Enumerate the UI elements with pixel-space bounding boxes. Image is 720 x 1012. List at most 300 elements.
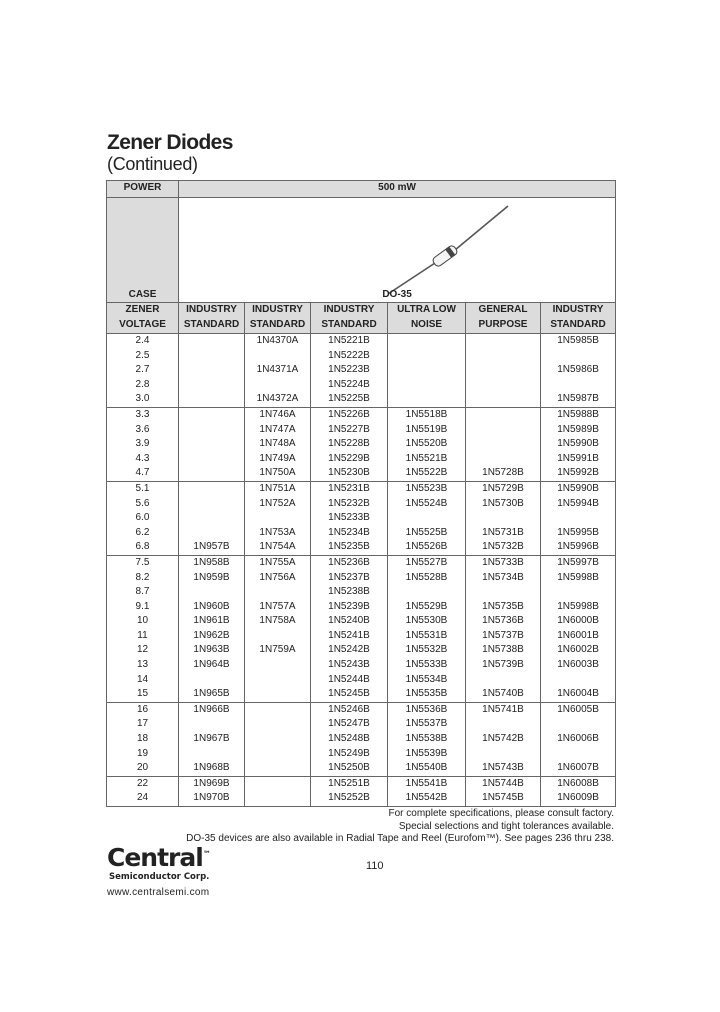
part-number (245, 511, 310, 526)
zener-voltage: 6.0 (135, 512, 150, 524)
table-cell-c5 (466, 776, 541, 806)
part-number: 1N5995B (557, 526, 599, 538)
part-number: 1N5987B (557, 393, 599, 405)
zener-voltage: 18 (136, 733, 149, 745)
part-number: 1N957B (193, 541, 230, 553)
part-number: 1N967B (193, 733, 230, 745)
part-number: 1N5232B (328, 497, 370, 509)
table-cell-c1 (179, 407, 245, 481)
part-number: 1N5992B (557, 467, 599, 479)
part-number (245, 585, 310, 600)
part-number: 1N5233B (328, 512, 370, 524)
part-number: 1N5536B (405, 703, 448, 715)
zener-voltage: 5.6 (135, 497, 150, 509)
col-header-c3: INDUSTRY STANDARD (311, 303, 388, 334)
part-number: 1N754A (259, 541, 296, 553)
part-number: 1N5525B (405, 526, 448, 538)
table-cell-c6 (541, 407, 616, 481)
part-number: 1N960B (193, 600, 230, 612)
part-number (245, 717, 310, 732)
part-number (388, 585, 465, 600)
part-number (466, 349, 540, 364)
table-cell-c5 (466, 334, 541, 408)
power-row (107, 181, 616, 198)
part-number: 1N5742B (482, 733, 524, 745)
part-number: 1N5527B (405, 556, 448, 568)
part-number: 1N968B (193, 762, 230, 774)
part-number: 1N5227B (328, 423, 370, 435)
zener-voltage: 3.6 (135, 423, 150, 435)
part-number (179, 497, 244, 512)
part-number: 1N5228B (328, 438, 370, 450)
table-cell-c6 (541, 702, 616, 776)
part-number: 1N749A (259, 452, 296, 464)
part-number: 1N5529B (405, 600, 448, 612)
part-number (245, 791, 310, 806)
part-number (388, 511, 465, 526)
part-number: 1N965B (193, 688, 230, 700)
part-number (179, 349, 244, 364)
part-number: 1N5247B (328, 718, 370, 730)
table-cell-c3 (311, 702, 388, 776)
col-header-voltage: ZENER VOLTAGE (107, 303, 179, 334)
part-number: 1N5528B (405, 571, 448, 583)
part-number: 1N757A (259, 600, 296, 612)
part-number: 1N5230B (328, 467, 370, 479)
part-number (245, 378, 310, 393)
part-number: 1N747A (259, 423, 296, 435)
part-number: 1N5744B (482, 777, 524, 789)
zener-voltage: 5.1 (135, 482, 150, 494)
part-number: 1N6007B (557, 762, 599, 774)
table-cell-c3 (311, 481, 388, 555)
part-number (245, 732, 310, 747)
part-number (466, 511, 540, 526)
part-number (541, 717, 615, 732)
part-number: 1N5730B (482, 497, 524, 509)
zener-voltage: 4.3 (135, 452, 150, 464)
part-number: 1N750A (259, 467, 296, 479)
part-number: 1N5736B (482, 615, 524, 627)
zener-voltage: 12 (136, 644, 149, 656)
zener-voltage: 17 (136, 718, 149, 730)
part-number (466, 378, 540, 393)
part-number (466, 452, 540, 467)
part-number (179, 526, 244, 541)
part-number: 1N5535B (405, 688, 448, 700)
table-cell-c5 (466, 555, 541, 702)
part-number: 1N5533B (405, 659, 448, 671)
part-number: 1N5249B (328, 747, 370, 759)
part-number: 1N5245B (328, 688, 370, 700)
part-number: 1N755A (259, 556, 296, 568)
part-number: 1N5240B (328, 615, 370, 627)
table-cell-c4 (388, 407, 466, 481)
part-number: 1N5242B (328, 644, 370, 656)
part-number: 1N5526B (405, 541, 448, 553)
footnote: Special selections and tight tolerances available. (398, 820, 614, 832)
part-number (179, 673, 244, 688)
zener-voltage: 8.2 (135, 571, 150, 583)
part-number: 1N970B (193, 792, 230, 804)
part-number: 1N5222B (328, 349, 370, 361)
part-number (388, 349, 465, 364)
table-row (107, 776, 616, 806)
col-header-c2: INDUSTRY STANDARD (245, 303, 311, 334)
part-number: 1N5244B (328, 673, 370, 685)
part-number: 1N963B (193, 644, 230, 656)
package-illustration-cell (179, 198, 616, 303)
table-cell-c3 (311, 334, 388, 408)
table-cell-c2 (245, 555, 311, 702)
part-number: 1N5985B (557, 335, 599, 346)
page-subtitle: (Continued) (107, 154, 198, 174)
part-number: 1N5236B (328, 556, 370, 568)
part-number: 1N5745B (482, 792, 524, 804)
table-cell-c4 (388, 776, 466, 806)
zener-diode-table (106, 180, 616, 807)
part-number: 1N5531B (405, 629, 448, 641)
table-cell-c3 (311, 776, 388, 806)
part-number: 1N6001B (557, 629, 599, 641)
table-cell-c2 (245, 407, 311, 481)
part-number (541, 585, 615, 600)
table-cell-c6 (541, 334, 616, 408)
part-number: 1N752A (259, 497, 296, 509)
part-number: 1N969B (193, 777, 230, 789)
case-value: DO-35 (382, 289, 412, 300)
part-number (388, 334, 465, 349)
part-number (245, 658, 310, 673)
part-number (179, 363, 244, 378)
part-number: 1N751A (259, 482, 296, 494)
part-number: 1N5735B (482, 600, 524, 612)
part-number (245, 349, 310, 364)
part-number: 1N959B (193, 571, 230, 583)
part-number: 1N5990B (557, 438, 599, 450)
part-number (245, 629, 310, 644)
part-number (466, 363, 540, 378)
table-cell-c1 (179, 555, 245, 702)
part-number: 1N746A (259, 408, 296, 420)
part-number: 1N5990B (557, 482, 599, 494)
zener-voltage: 2.7 (135, 364, 150, 376)
part-number: 1N5532B (405, 644, 448, 656)
zener-voltage: 11 (137, 629, 148, 641)
part-number (541, 747, 615, 762)
do35-diode-icon (179, 198, 615, 302)
col-header-c1: INDUSTRY STANDARD (179, 303, 245, 334)
part-number: 1N6002B (557, 644, 599, 656)
table-cell-c1 (179, 702, 245, 776)
part-number: 1N5520B (405, 438, 448, 450)
part-number: 1N6006B (557, 733, 599, 745)
part-number: 1N5524B (405, 497, 448, 509)
part-number: 1N5739B (482, 659, 524, 671)
part-number: 1N5221B (328, 335, 370, 346)
part-number: 1N966B (193, 703, 230, 715)
part-number: 1N6003B (557, 659, 599, 671)
logo-subtitle: Semiconductor Corp. (109, 872, 210, 882)
footnotes (186, 808, 614, 846)
part-number: 1N5998B (557, 600, 599, 612)
part-number: 1N5743B (482, 762, 524, 774)
part-number: 1N5729B (482, 482, 524, 494)
part-number: 1N5734B (482, 571, 524, 583)
part-number (466, 585, 540, 600)
part-number (541, 673, 615, 688)
part-number: 1N6009B (557, 792, 599, 804)
part-number (466, 437, 540, 452)
part-number (245, 703, 310, 718)
part-number: 1N6005B (557, 703, 599, 715)
zener-voltage: 7.5 (135, 556, 150, 568)
part-number: 1N6008B (557, 777, 599, 789)
table-cell-c4 (388, 555, 466, 702)
part-number: 1N5223B (328, 364, 370, 376)
zener-voltage: 3.3 (135, 408, 150, 420)
part-number (179, 747, 244, 762)
power-value: 500 mW (179, 181, 616, 198)
table-row (107, 407, 616, 481)
part-number: 1N5986B (557, 364, 599, 376)
part-number: 1N5251B (328, 777, 370, 789)
zener-voltage: 6.8 (135, 541, 150, 553)
part-number (466, 747, 540, 762)
table-body (107, 334, 616, 807)
table-cell-c1 (179, 334, 245, 408)
case-label: CASE (107, 198, 179, 303)
zener-voltage: 10 (136, 615, 149, 627)
part-number: 1N5994B (557, 497, 599, 509)
part-number (388, 378, 465, 393)
part-number: 1N5732B (482, 541, 524, 553)
table-cell-c2 (245, 776, 311, 806)
table-cell-c5 (466, 481, 541, 555)
part-number: 1N758A (259, 615, 296, 627)
part-number: 1N5243B (328, 659, 370, 671)
part-number (179, 585, 244, 600)
part-number: 1N958B (193, 556, 230, 568)
page-title: Zener Diodes (107, 131, 233, 154)
zener-voltage: 15 (136, 688, 149, 700)
table-row (107, 334, 616, 408)
table-cell-voltage (107, 481, 179, 555)
zener-voltage: 9.1 (135, 600, 150, 612)
footnote: For complete specifications, please consult factory. (388, 808, 614, 819)
part-number: 1N4370A (256, 335, 299, 346)
zener-voltage: 2.5 (135, 349, 150, 361)
part-number (466, 392, 540, 407)
part-number: 1N748A (259, 438, 296, 450)
part-number: 1N964B (193, 659, 230, 671)
trademark-mark: ™ (202, 849, 210, 859)
part-number: 1N5234B (328, 526, 370, 538)
part-number (179, 334, 244, 349)
table-row (107, 481, 616, 555)
logo-text: Central (107, 843, 203, 872)
part-number: 1N5534B (405, 673, 448, 685)
part-number (179, 717, 244, 732)
table-cell-c2 (245, 334, 311, 408)
part-number: 1N5241B (328, 629, 370, 641)
part-number: 1N5530B (405, 615, 448, 627)
zener-voltage: 20 (136, 762, 149, 774)
part-number (179, 466, 244, 481)
part-number: 1N5518B (405, 408, 448, 420)
table-cell-voltage (107, 407, 179, 481)
part-number (179, 437, 244, 452)
part-number: 1N5733B (482, 556, 524, 568)
part-number (466, 334, 540, 349)
part-number: 1N5239B (328, 600, 370, 612)
table-cell-c2 (245, 481, 311, 555)
part-number (179, 408, 244, 423)
part-number (179, 392, 244, 407)
case-row (107, 198, 616, 303)
table-cell-c4 (388, 334, 466, 408)
col-header-c5: GENERAL PURPOSE (466, 303, 541, 334)
part-number: 1N5237B (328, 571, 370, 583)
part-number: 1N5521B (405, 452, 448, 464)
part-number (245, 747, 310, 762)
zener-voltage: 6.2 (135, 526, 150, 538)
table-cell-voltage (107, 334, 179, 408)
col-header-c6: INDUSTRY STANDARD (541, 303, 616, 334)
zener-voltage: 13 (136, 659, 149, 671)
part-number (466, 673, 540, 688)
table-cell-c1 (179, 776, 245, 806)
part-number (179, 482, 244, 497)
table-cell-c5 (466, 407, 541, 481)
part-number: 1N753A (259, 526, 296, 538)
part-number: 1N5540B (405, 762, 448, 774)
table-cell-c6 (541, 776, 616, 806)
part-number: 1N5991B (557, 452, 599, 464)
part-number (245, 761, 310, 776)
website-link[interactable]: www.centralsemi.com (107, 887, 210, 898)
table-cell-voltage (107, 702, 179, 776)
part-number: 1N5541B (405, 777, 448, 789)
part-number: 1N5537B (405, 718, 448, 730)
part-number (466, 717, 540, 732)
zener-voltage: 3.9 (135, 438, 150, 450)
zener-voltage: 22 (136, 777, 149, 789)
part-number (245, 687, 310, 702)
part-number: 1N5998B (557, 571, 599, 583)
zener-voltage: 8.7 (135, 586, 150, 598)
part-number: 1N5539B (405, 747, 448, 759)
table-cell-c3 (311, 407, 388, 481)
table-cell-c6 (541, 481, 616, 555)
table-cell-c4 (388, 481, 466, 555)
part-number: 1N4372A (256, 393, 299, 405)
table-cell-c5 (466, 702, 541, 776)
table-cell-c3 (311, 555, 388, 702)
part-number: 1N5252B (328, 792, 370, 804)
part-number: 1N5225B (328, 393, 370, 405)
part-number: 1N5538B (405, 733, 448, 745)
part-number: 1N5997B (557, 556, 599, 568)
part-number: 1N5248B (328, 733, 370, 745)
table-row (107, 555, 616, 702)
part-number: 1N5989B (557, 423, 599, 435)
part-number: 1N6004B (557, 688, 599, 700)
zener-voltage: 4.7 (135, 467, 150, 479)
table-row (107, 702, 616, 776)
col-header-c4: ULTRA LOW NOISE (388, 303, 466, 334)
part-number (466, 408, 540, 423)
part-number (179, 423, 244, 438)
part-number: 1N5731B (482, 526, 524, 538)
part-number (245, 673, 310, 688)
part-number (466, 423, 540, 438)
part-number: 1N961B (193, 615, 230, 627)
part-number: 1N5231B (328, 482, 370, 494)
table-cell-c2 (245, 702, 311, 776)
part-number (541, 349, 615, 364)
part-number: 1N5224B (328, 378, 370, 390)
column-header-row (107, 303, 616, 334)
part-number: 1N5523B (405, 482, 448, 494)
part-number: 1N5996B (557, 541, 599, 553)
table-cell-c1 (179, 481, 245, 555)
part-number: 1N5988B (557, 408, 599, 420)
footnote: DO-35 devices are also available in Radial Tape and Reel (Eurofom™). See pages 236 thru 238. (186, 833, 614, 844)
part-number (245, 777, 310, 792)
part-number: 1N5737B (482, 629, 524, 641)
zener-voltage: 16 (136, 703, 149, 715)
part-number: 1N5738B (482, 644, 524, 656)
zener-voltage: 3.0 (135, 393, 150, 405)
part-number: 1N759A (259, 644, 296, 656)
part-number: 1N756A (259, 571, 296, 583)
part-number: 1N5238B (328, 586, 370, 598)
power-label: POWER (107, 181, 179, 198)
part-number (179, 511, 244, 526)
part-number (541, 511, 615, 526)
part-number (388, 363, 465, 378)
company-logo (107, 843, 210, 872)
part-number: 1N5226B (328, 408, 370, 420)
part-number: 1N5740B (482, 688, 524, 700)
part-number (179, 378, 244, 393)
page-number: 110 (366, 860, 384, 872)
zener-voltage: 24 (136, 792, 149, 804)
zener-voltage: 14 (136, 673, 149, 685)
part-number: 1N6000B (557, 615, 599, 627)
zener-voltage: 2.4 (135, 335, 150, 346)
part-number: 1N4371A (256, 364, 299, 376)
part-number: 1N5741B (482, 703, 524, 715)
table-cell-voltage (107, 776, 179, 806)
part-number (388, 392, 465, 407)
part-number: 1N5246B (328, 703, 370, 715)
part-number: 1N5519B (405, 423, 448, 435)
table-cell-c4 (388, 702, 466, 776)
part-number: 1N5522B (405, 467, 448, 479)
part-number: 1N5229B (328, 452, 370, 464)
table-cell-voltage (107, 555, 179, 702)
part-number: 1N5235B (328, 541, 370, 553)
table-cell-c6 (541, 555, 616, 702)
part-number: 1N962B (193, 629, 230, 641)
part-number (541, 378, 615, 393)
zener-voltage: 19 (136, 747, 149, 759)
part-number: 1N5728B (482, 467, 524, 479)
zener-voltage: 2.8 (135, 378, 150, 390)
part-number: 1N5250B (328, 762, 370, 774)
